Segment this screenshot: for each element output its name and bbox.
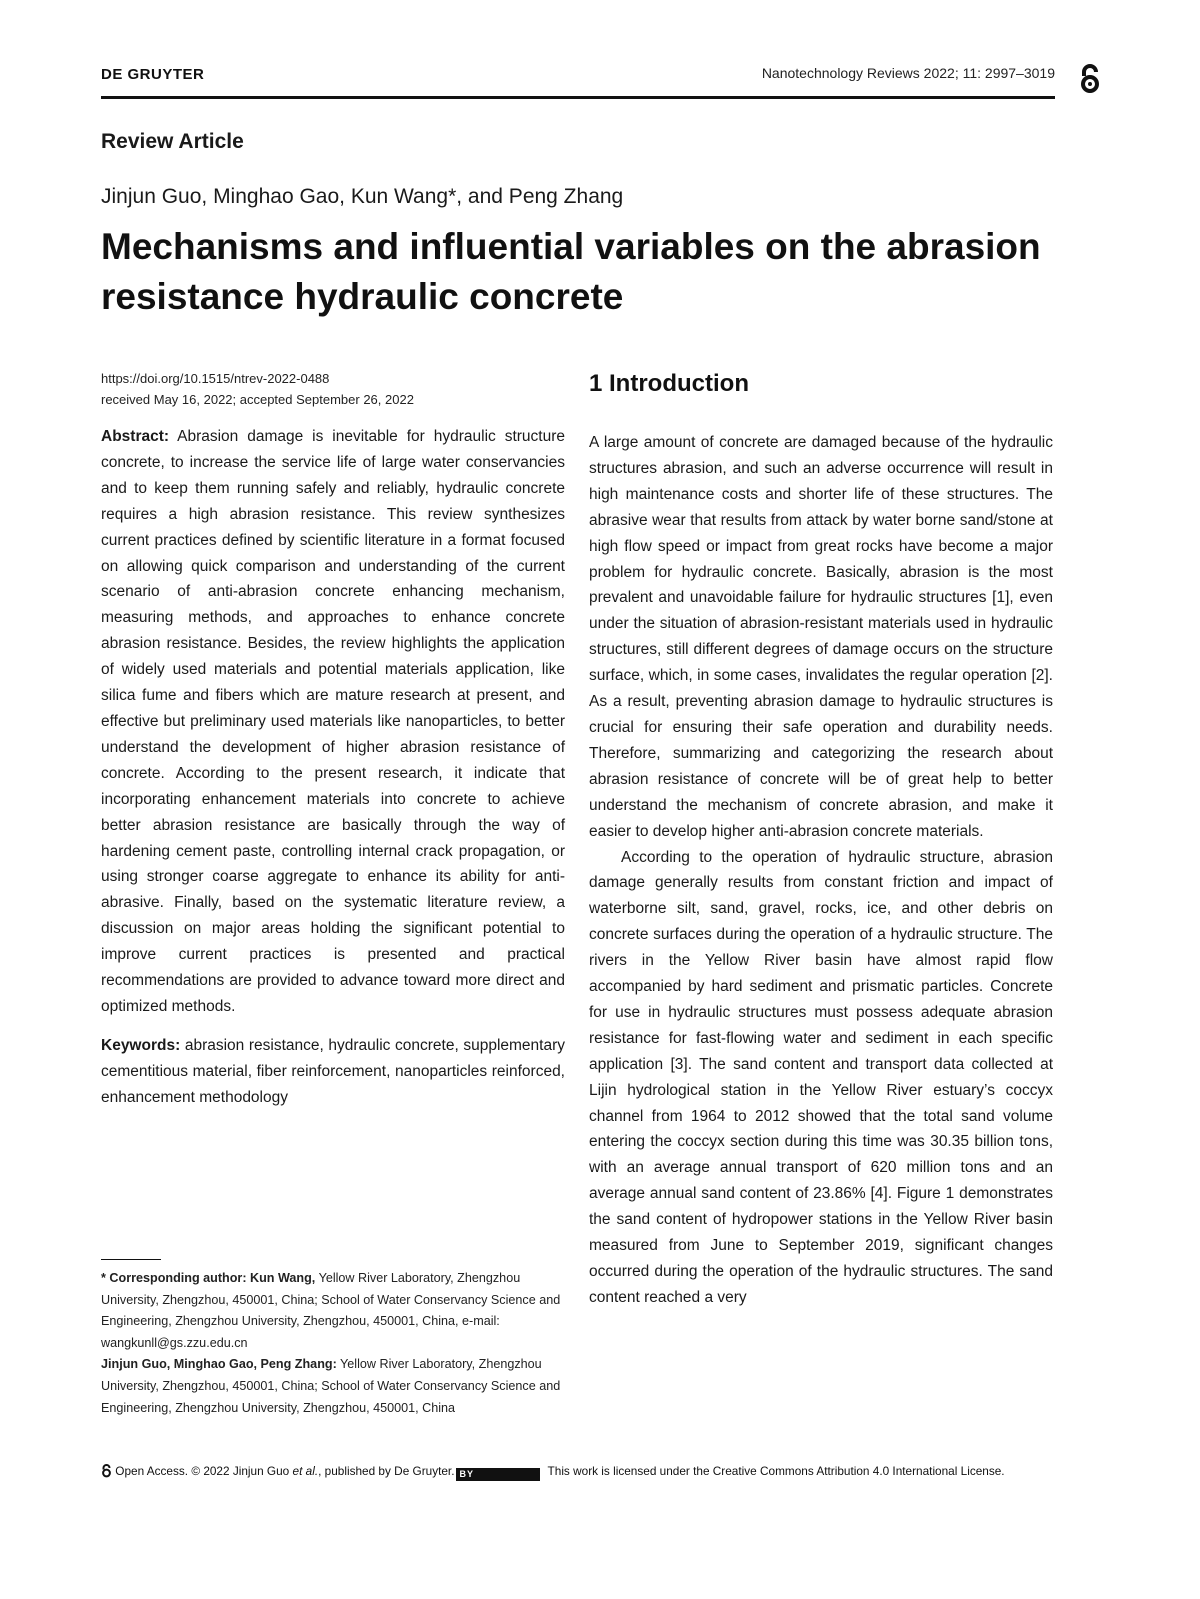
open-access-icon	[1077, 64, 1103, 94]
open-access-icon	[101, 1464, 112, 1478]
affiliation-footnote	[101, 1268, 571, 1419]
article-title: Mechanisms and influential variables on the abrasion resistance hydraulic concrete	[101, 226, 1041, 317]
keywords	[101, 1033, 565, 1111]
keywords-label: Keywords:	[101, 1036, 181, 1054]
intro-paragraph: A large amount of concrete are damaged because of the hydraulic structures abrasion, and such an adverse occurrence will result in high maintenance costs and shorter life of these structures. The abrasive wear that results from attack by water borne sand/stone at high flow speed or impact from great rocks have become a major problem for hydraulic concrete. Basically, abrasion is the most prevalent and unavoidable failure for hydraulic structures [1], even under the situation of abrasion-resistant materials used in hydraulic structures, still different degrees of damage occurs on the structure surface, which, in some cases, invalidates the regular operation [2]. As a result, preventing abrasion damage to hydraulic structures is crucial for ensuring their safe operation and durability needs. Therefore, summarizing and categorizing the research about abrasion resistance of concrete will be of great help to better understand the mechanism of concrete abrasion, and make it easier to develop higher anti-abrasion concrete materials.	[589, 434, 1053, 840]
journal-citation: Nanotechnology Reviews 2022; 11: 2997–3019	[761, 65, 1055, 81]
publisher-logo: DE GRUYTER	[101, 66, 205, 83]
coauthors-text: Yellow River Laboratory, Zhengzhou University, Zhengzhou, 450001, China; School of Water Conservancy Science and Engineering, Zhengzhou University, Zhengzhou, 450001, China	[101, 1357, 561, 1415]
abstract	[101, 424, 565, 1020]
article-meta	[101, 368, 414, 410]
intro-paragraph: According to the operation of hydraulic structure, abrasion damage generally results from constant friction and impact of waterborne silt, sand, gravel, rocks, ice, and other debris on concrete surfaces during the operation of a hydraulic structure. The rivers in the Yellow River basin have almost rapid flow accompanied by hard sediment and prismatic particles. Concrete for use in hydraulic structures must possess adequate abrasion resistance for fast-flowing water and sediment in each specific application [3]. The sand content and transport data collected at Lijin hydrological station in the Yellow River estuary’s coccyx channel from 1964 to 2012 showed that the total sand volume entering the coccyx section during this time was 30.35 billion tons, with an average annual transport of 620 million tons and an average annual sand content of 23.86% [4]. Figure 1 demonstrates the sand content of hydropower stations in the Yellow River basin measured from June to September 2019, significant changes occurred during the operation of the hydraulic structures. The sand content reached a very	[589, 848, 1053, 1306]
left-column	[101, 424, 565, 1124]
license-statement	[101, 1462, 1061, 1481]
running-header	[101, 62, 1055, 99]
doi-link[interactable]: https://doi.org/10.1515/ntrev-2022-0488	[101, 371, 330, 386]
author-list: Jinjun Guo, Minghao Gao, Kun Wang*, and Peng Zhang	[101, 185, 624, 208]
license-etal: et al.	[292, 1464, 319, 1478]
corresponding-author-text: Yellow River Laboratory, Zhengzhou University, Zhengzhou, 450001, China; School of Water Conservancy Science and Engineering, Zhengzhou University, Zhengzhou, 450001, China, e-mail: wangkunll@gs.zzu.edu.cn	[101, 1271, 561, 1350]
footnote-divider	[101, 1259, 161, 1260]
coauthors-affiliation	[101, 1354, 571, 1419]
corresponding-author-label: * Corresponding author: Kun Wang,	[101, 1271, 316, 1285]
abstract-text: Abrasion damage is inevitable for hydraulic structure concrete, to increase the service life of large water conservancies and to keep them running safely and reliably, hydraulic concrete requires a high abrasion resistance. This review synthesizes current practices defined by scientific literature in a format focused on allowing quick comparison and understanding of the current scenario of anti-abrasion concrete enhancing mechanism, measuring methods, and approaches to enhance concrete abrasion resistance. Besides, the review highlights the application of widely used materials and potential materials application, like silica fume and fibers which are mature research at present, and effective but preliminary used materials like nanoparticles, to better understand the development of higher abrasion resistance of concrete. According to the present research, it indicate that incorporating enhancement materials into concrete to achieve better abrasion resistance are basically through the way of hardening cement paste, controlling internal crack propagation, or using stronger coarse aggregate to enhance its ability for anti-abrasive. Finally, based on the systematic literature review, a discussion on major areas holding the significant potential to improve current practices is presented and practical recommendations are provided to advance toward more direct and optimized methods.	[101, 428, 565, 1015]
keywords-text: abrasion resistance, hydraulic concrete, supplementary cementitious material, fiber reinforcement, nanoparticles reinforced, enhancement methodology	[101, 1036, 565, 1106]
license-suffix: This work is licensed under the Creative Commons Attribution 4.0 International License.	[544, 1464, 1005, 1478]
license-prefix: Open Access. © 2022 Jinjun Guo	[115, 1464, 293, 1478]
article-type: Review Article	[101, 130, 244, 153]
creative-commons-badge[interactable]: BY	[456, 1468, 540, 1481]
received-dates: received May 16, 2022; accepted September 26, 2022	[101, 392, 414, 407]
right-column	[589, 430, 1053, 1311]
license-middle: , published by De Gruyter.	[318, 1464, 455, 1478]
coauthors-label: Jinjun Guo, Minghao Gao, Peng Zhang:	[101, 1357, 337, 1372]
abstract-label: Abstract:	[101, 428, 170, 445]
corresponding-author	[101, 1268, 571, 1354]
section-heading-introduction: 1 Introduction	[589, 370, 749, 397]
